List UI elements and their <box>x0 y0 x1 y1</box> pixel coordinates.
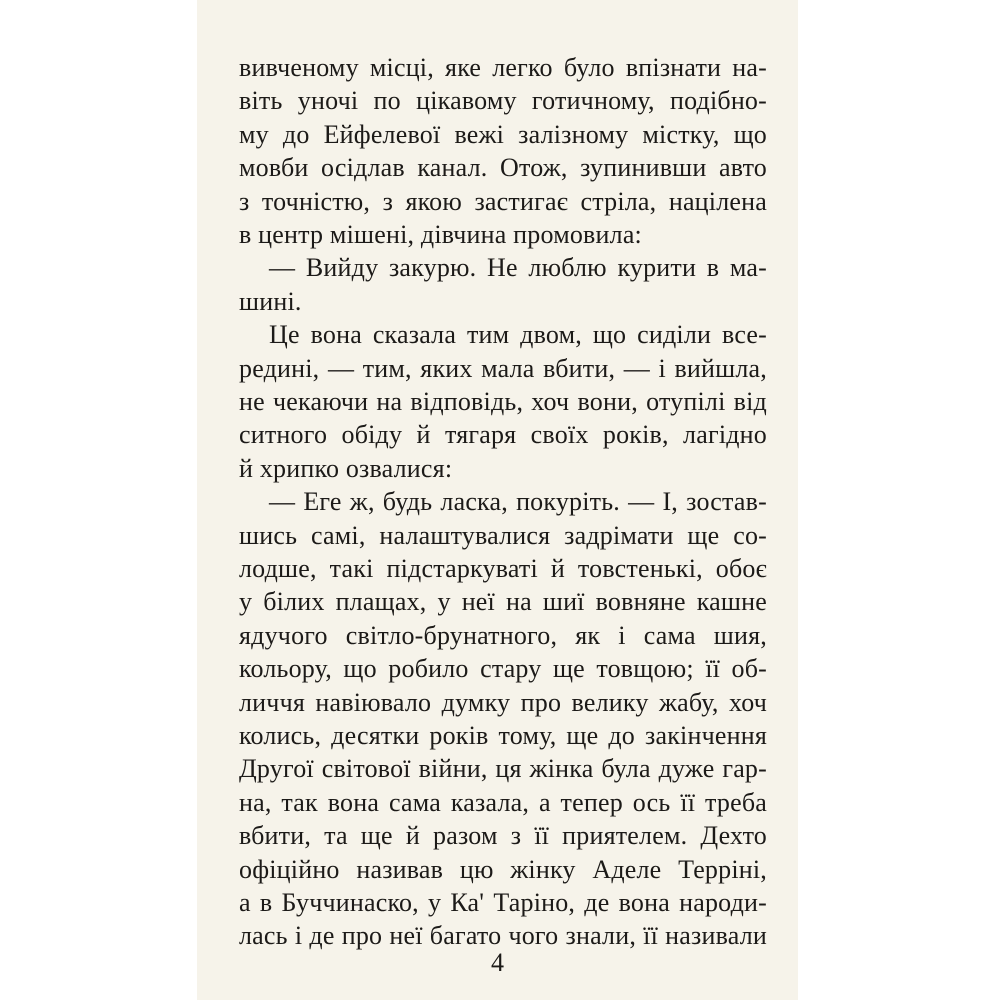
text-line: офіційно називав цю жінку Аделе Терріні, <box>239 854 767 884</box>
text-line: віть уночі по цікавому готичному, подібно- <box>239 86 767 116</box>
text-line: мовби осідлав канал. Отож, зупинивши авто <box>239 153 767 183</box>
text-line: шись самі, налаштувалися задрімати ще со- <box>239 520 767 550</box>
text-line: не чекаючи на відповідь, хоч вони, отупілі від <box>239 387 767 416</box>
text-line: а в Буччинаско, у Ка' Таріно, де вона народи- <box>239 888 767 917</box>
text-line: — Вийду закурю. Не люблю курити в ма- <box>269 253 767 283</box>
text-line: ядучого світло-брунатного, як і сама шия, <box>239 620 767 650</box>
text-line: колись, десятки років тому, ще до закінчення <box>239 721 767 750</box>
text-line: лодше, такі підстаркуваті й товстенькі, обоє <box>239 554 767 583</box>
page-number: 4 <box>491 948 504 977</box>
text-line: ситного обіду й тягаря своїх років, лагідно <box>239 420 767 450</box>
text-line: у білих плащах, у неї на шиї вовняне кашне <box>239 587 767 617</box>
text-line: в центр мішені, дівчина промовила: <box>239 220 642 249</box>
text-line: кольору, що робило стару ще товщою; її об- <box>239 654 767 684</box>
text-line: шині. <box>239 286 302 316</box>
text-line: й хрипко озвалися: <box>239 453 453 483</box>
text-line: му до Ейфелевої вежі залізному містку, що <box>239 119 767 149</box>
text-line: лась і де про неї багато чого знали, її називали <box>239 921 767 951</box>
text-line: на, так вона сама казала, а тепер ось її треба <box>239 787 767 817</box>
text-line: вивченому місці, яке легко було впізнати на- <box>239 53 767 82</box>
book-page <box>197 0 798 1000</box>
text-line: Другої світової війни, ця жінка була дуже гар- <box>239 754 767 784</box>
text-line: личчя навіювало думку про велику жабу, хоч <box>239 687 767 717</box>
text-line: вбити, та ще й разом з її приятелем. Дехто <box>239 821 767 851</box>
text-line: Це вона сказала тим двом, що сиділи все- <box>269 320 767 350</box>
text-line: редині, — тим, яких мала вбити, — і вийшла, <box>239 353 767 383</box>
text-line: з точністю, з якою застигає стріла, націлена <box>239 186 767 216</box>
text-line: — Еге ж, будь ласка, покуріть. — І, зостав- <box>269 487 767 517</box>
